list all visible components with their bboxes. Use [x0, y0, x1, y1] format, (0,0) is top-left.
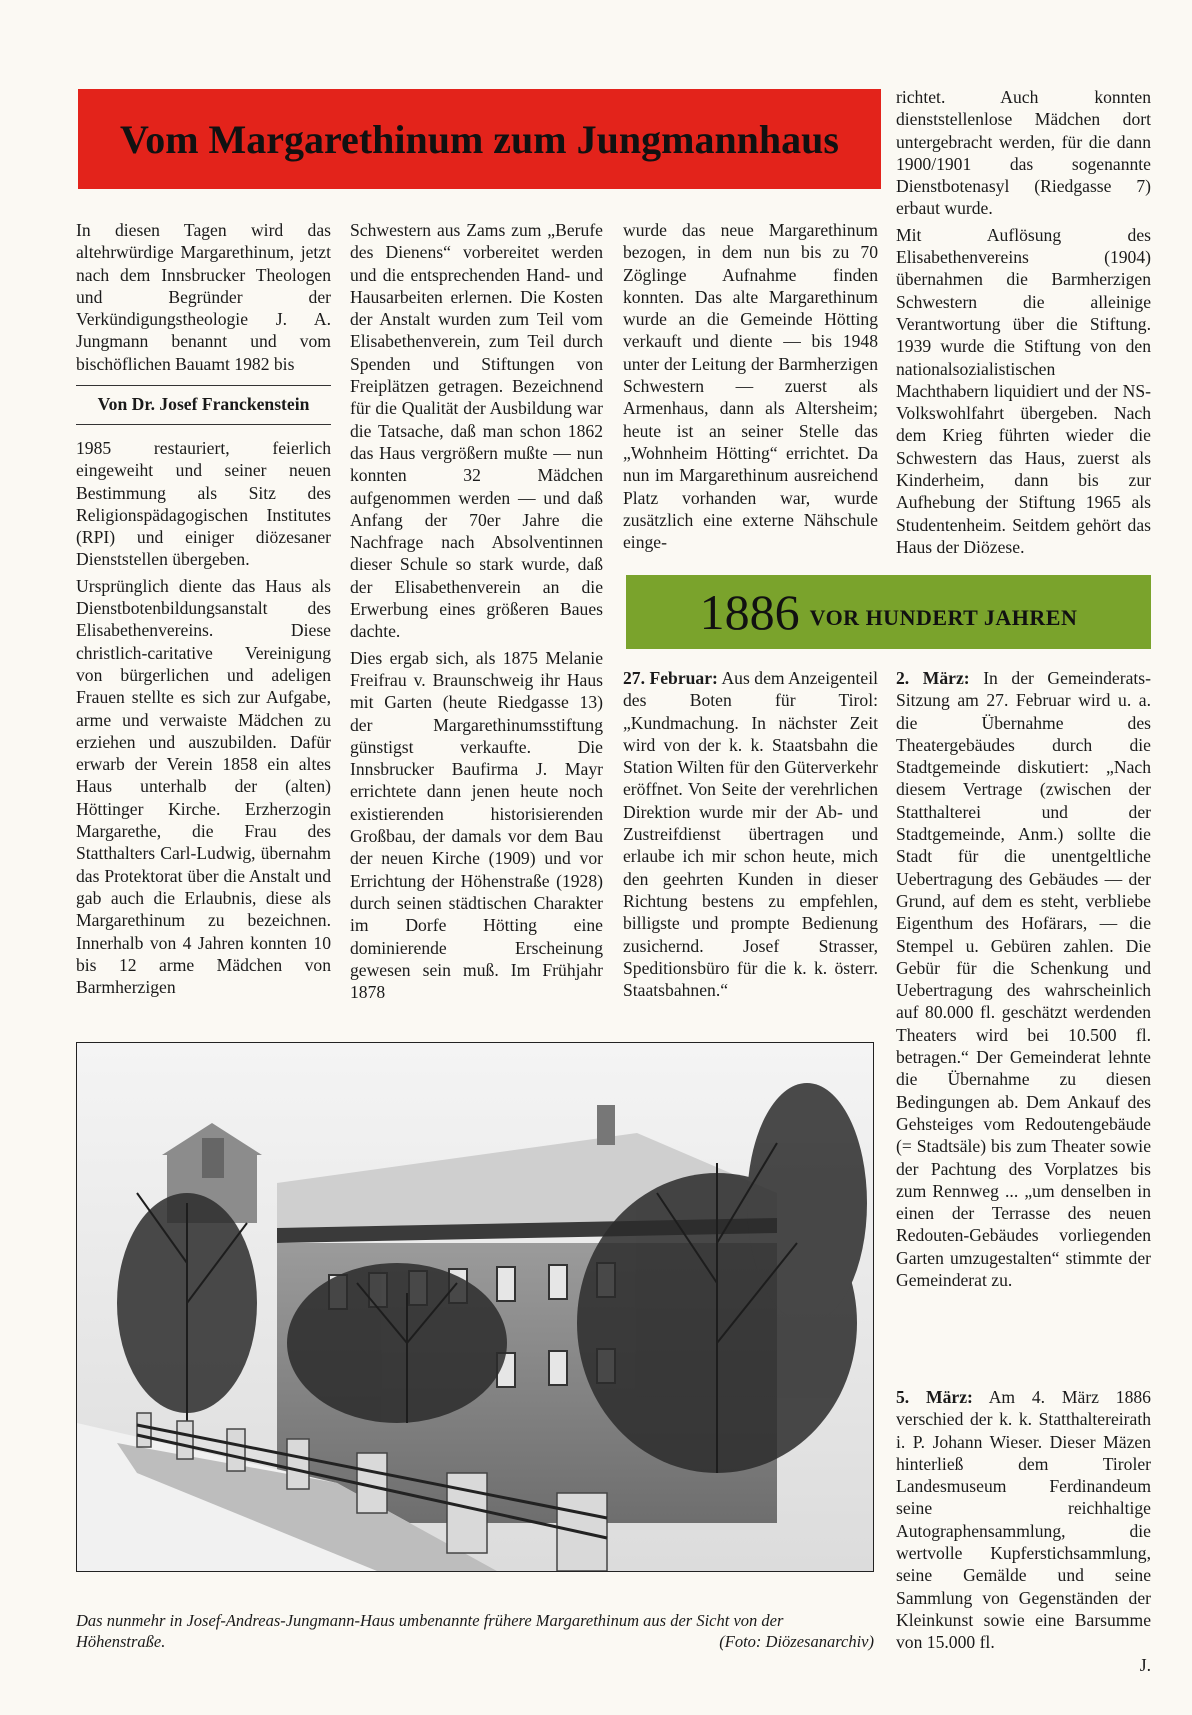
byline-rule-top [76, 385, 331, 386]
intro-paragraph: In diesen Tagen wird das altehrwürdige Margarethinum, jetzt nach dem Innsbrucker Theologen und Begründer der Verkündigungstheologie J. A. Jungmann benannt und vom bischöflichen Bauamt 1982 bis [76, 220, 331, 374]
paragraph: Schwestern aus Zams zum „Berufe des Dienens“ vorbereitet werden und die entsprechenden Hand- und Hausarbeiten erlernen. Die Kosten der Anstalt wurden zum Teil vom Elisabethenverein, zum Teil durch Spenden und Stiftungen von Freiplätzen getragen. Bezeichnend für die Qualität der Ausbildung war die Tatsache, daß man schon 1862 das Haus vergrößern mußte — nun konnten 32 Mädchen aufgenommen werden — und daß Anfang der 70er Jahre die Nachfrage nach Absolventinnen dieser Schule so stark wurde, daß der Elisabethenverein an die Erwerbung eines größeren Baues dachte. [350, 220, 603, 642]
title-banner [78, 89, 881, 189]
column-2-body [350, 219, 603, 1003]
chronicle-entry-mar-5 [896, 1386, 1151, 1676]
byline-rule-bottom [76, 424, 331, 425]
building-photo [76, 1042, 874, 1572]
banner-year: 1886 [699, 584, 800, 640]
article-title: Vom Margarethinum zum Jungmannhaus [119, 116, 839, 162]
column-4-body [896, 86, 1151, 558]
paragraph: Ursprünglich diente das Haus als Dienstbotenbildungsanstalt des Elisabethenvereins. Diese christlich-caritative Vereinigung von bürgerlichen und adeligen Frauen stellte es sich zur Aufgabe, arme und verwaiste Mädchen zu erziehen und auszubilden. Dafür erwarb der Verein 1858 ein altes Haus unterhalb der (alten) Höttinger Kirche. Erzherzogin Margarethe, die Frau des Statthalters Carl-Ludwig, übernahm das Protektorat über die Anstalt und gab auch die Erlaubnis, diese als Margarethinum zu bezeichnen. Innerhalb von 4 Jahren konnten 10 bis 12 arme Mädchen von Barmherzigen [76, 575, 331, 998]
column-1-body [76, 437, 331, 998]
entry-date: 2. März: [896, 668, 970, 688]
entry-date: 27. Februar: [623, 668, 718, 688]
paragraph: Dies ergab sich, als 1875 Melanie Freifrau v. Braunschweig ihr Haus mit Garten (heute Riedgasse 13) der Margarethinumsstiftung günstigst verkaufte. Die Innsbrucker Baufirma J. Mayr errichtete dann jenen heute noch existierenden historisierenden Großbau, der damals vor dem Bau der neuen Kirche (1909) und vor Errichtung der Höhenstraße (1928) durch seinen städtischen Charakter im Dorfe Hötting eine dominierende Erscheinung gewesen sein muß. Im Frühjahr 1878 [350, 647, 603, 1003]
paragraph: richtet. Auch konnten dienststellenlose Mädchen dort untergebracht werden, für die dann 1900/1901 das sogenannte Dienstbotenasyl (Riedgasse 7) erbaut wurde. [896, 87, 1151, 219]
photo-credit: (Foto: Diözesanarchiv) [719, 1632, 874, 1651]
caption-text: Das nunmehr in Josef-Andreas-Jungmann-Haus umbenannte frühere Margarethinum aus der Sicht von der Höhenstraße. [76, 1611, 784, 1651]
entry-text: Aus dem Anzeigenteil des Boten für Tirol: „Kundmachung. In nächster Zeit wird von der k. k. Staatsbahn die Station Wilten für den Güterverkehr eröffnet. Von Seite der verehrlichen Direktion wurde mir der Ab- und Zustreifdienst übertragen und erlaube ich mir schon heute, mich den geehrten Kunden in dieser Richtung bestens zu empfehlen, billigste und prompte Bedienung zusichernd. Josef Strasser, Speditionsbüro für die k. k. österr. Staatsbahnen.“ [623, 668, 879, 1001]
history-banner [626, 575, 1151, 649]
entry-text: Am 4. März 1886 verschied der k. k. Statthaltereirath i. P. Johann Wieser. Dieser Mäzen hinterließ dem Tiroler Landesmuseum Ferdinandeum seine reichhaltige Autographensammlung, die wertvolle Kupferstichsammlung, seine Gemälde und seine Sammlung von Gegenständen der Kleinkunst sowie eine Barsumme von 15.000 fl. [896, 1387, 1151, 1653]
paragraph: 1985 restauriert, feierlich eingeweiht und seiner neuen Bestimmung als Sitz des Religionspädagogischen Institutes (RPI) und einiger diözesaner Dienststellen übergeben. [76, 438, 331, 570]
author-byline: Von Dr. Josef Franckenstein [97, 394, 310, 414]
banner-subtitle: VOR HUNDERT JAHREN [809, 605, 1078, 630]
chronicle-entry-feb-27 [623, 667, 878, 1001]
paragraph: Mit Auflösung des Elisabethenvereins (1904) übernahmen die Barmherzigen Schwestern die alleinige Verantwortung über die Stiftung. 1939 wurde die Stiftung von den nationalsozialistischen Machthabern liquidiert und der NS-Volkswohlfahrt übergeben. Nach dem Krieg führten wieder die Schwestern das Haus, zuerst als Kinderheim, dann bis zur Aufhebung der Stiftung 1965 als Studentenheim. Seitdem gehört das Haus der Diözese. [896, 224, 1151, 557]
author-initial: J. [1139, 1654, 1151, 1675]
entry-date: 5. März: [896, 1387, 973, 1407]
column-3-body [623, 219, 878, 553]
photo-caption [76, 1610, 874, 1652]
paragraph: wurde das neue Margarethinum bezogen, in dem nun bis zu 70 Zöglinge Aufnahme finden konnten. Das alte Margarethinum wurde an die Gemeinde Hötting verkauft und diente — bis 1948 unter der Leitung der Barmherzigen Schwestern — zuerst als Armenhaus, dann als Altersheim; heute ist an seiner Stelle das „Wohnheim Hötting“ errichtet. Da nun im Margarethinum ausreichend Platz vorhanden war, wurde zusätzlich eine externe Nähschule einge- [623, 220, 878, 553]
chronicle-entry-mar-2 [896, 667, 1151, 1291]
entry-text: In der Gemeinderats-Sitzung am 27. Februar wird u. a. die Übernahme des Theatergebäudes durch die Stadtgemeinde diskutiert: „Nach diesem Vertrage (zwischen der Statthalterei und der Stadtgemeinde, Anm.) sollte die Stadt für die unentgeltliche Uebertragung des Gebäudes — der Grund, auf dem es steht, verbliebe Eigenthum des Hofärars, — die Stempel u. Gebüren zahlen. Die Gebür für die Schenkung und Uebertragung des wahrscheinlich auf 80.000 fl. geschätzt werdenden Theaters wird bei 10.500 fl. betragen.“ Der Gemeinderat lehnte die Übernahme zu diesen Bedingungen ab. Dem Ankauf des Gehsteiges vom Redoutengebäude (= Stadtsäle) bis zum Theater sowie der Pachtung des Vorplatzes bis zum Rennweg ... „um denselben in einen der Terrasse des neuen Redouten-Gebäudes vorliegenden Garten umzugestalten“ stimmte der Gemeinderat zu. [896, 668, 1151, 1291]
column-1-intro [76, 219, 331, 375]
